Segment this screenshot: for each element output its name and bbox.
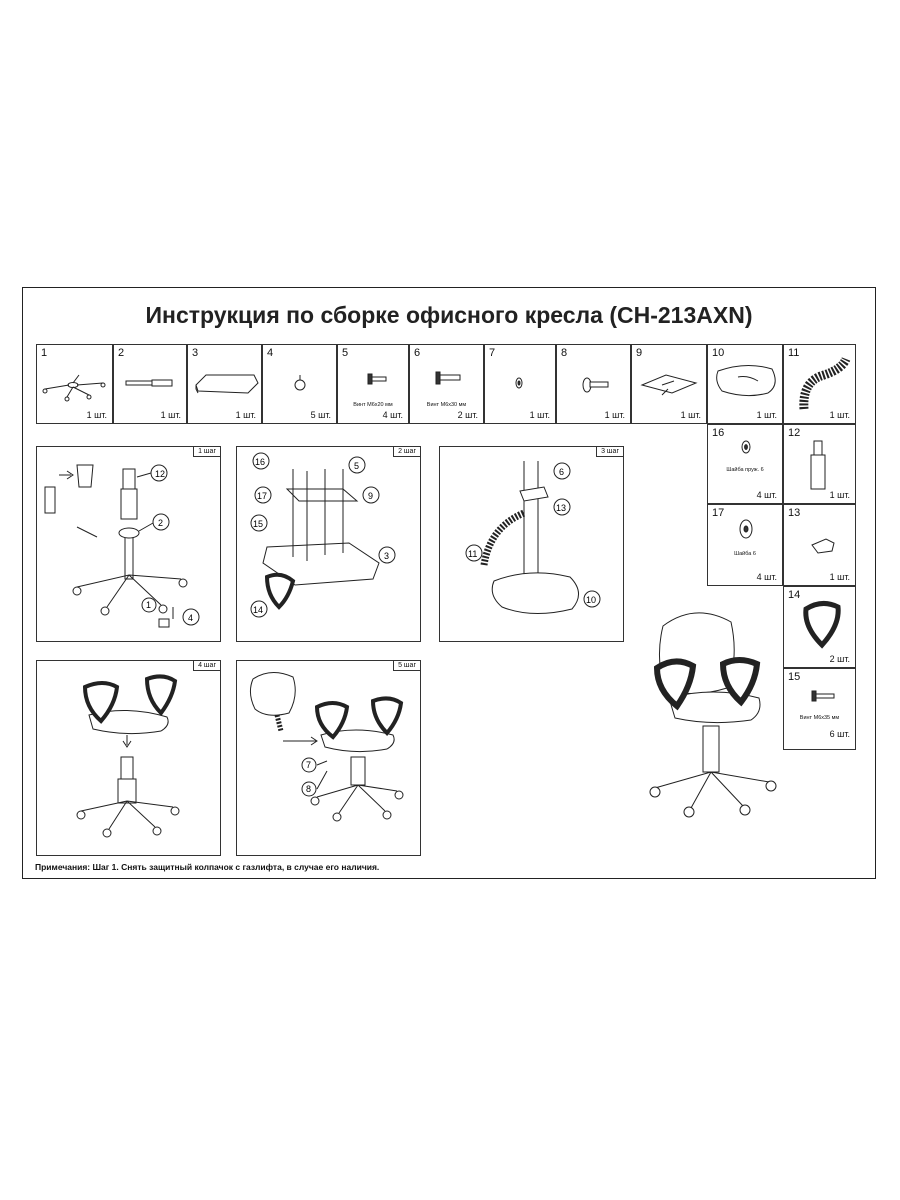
part-qty: 2 шт. [829, 654, 850, 664]
part-cell-11 [783, 344, 856, 424]
callout-4: 4 [188, 613, 194, 623]
part-cell-7 [484, 344, 556, 424]
part-qty: 1 шт. [756, 410, 777, 420]
part-cell-12 [783, 424, 856, 504]
part-qty: 6 шт. [829, 729, 850, 739]
part-cell-13 [783, 504, 856, 586]
part-number: 11 [788, 347, 800, 359]
part-number: 8 [561, 347, 568, 359]
callout-2: 2 [158, 518, 164, 528]
part-number: 6 [414, 347, 421, 359]
part-number: 16 [712, 427, 725, 439]
step-2-panel [236, 446, 421, 642]
part-number: 4 [267, 347, 274, 359]
part-number: 7 [489, 347, 496, 359]
callout-15: 15 [253, 519, 264, 529]
part-caption: Винт М6х30 мм [426, 402, 467, 408]
step-tag: 2 шаг [393, 447, 420, 457]
part-qty: 1 шт. [160, 410, 181, 420]
callout-14: 14 [253, 605, 264, 615]
part-qty: 4 шт. [756, 572, 777, 582]
part-number: 12 [788, 427, 801, 439]
part-number: 9 [636, 347, 643, 359]
assembled-chair-illustration [635, 598, 785, 838]
step-tag: 1 шаг [193, 447, 220, 457]
part-qty: 1 шт. [604, 410, 625, 420]
step-1-illustration [37, 447, 222, 643]
step-5-illustration [237, 661, 422, 857]
callout-11: 11 [468, 549, 478, 559]
step-2-illustration [237, 447, 422, 643]
callout-17: 17 [257, 491, 268, 501]
callout-9: 9 [368, 491, 374, 501]
callout-8: 8 [306, 784, 312, 794]
callout-10: 10 [586, 595, 597, 605]
step-3-illustration [440, 447, 625, 643]
part-qty: 1 шт. [86, 410, 107, 420]
callout-3: 3 [384, 551, 390, 561]
callout-1: 1 [146, 600, 152, 610]
assembly-sheet [22, 287, 876, 879]
callout-13: 13 [556, 503, 567, 513]
step-3-panel [439, 446, 624, 642]
part-number: 1 [41, 347, 48, 359]
part-cell-10 [707, 344, 783, 424]
step-4-illustration [37, 661, 222, 857]
part-qty: 1 шт. [829, 410, 850, 420]
part-cell-6 [409, 344, 484, 424]
part-qty: 1 шт. [529, 410, 550, 420]
part-qty: 4 шт. [382, 410, 403, 420]
part-number: 2 [118, 347, 125, 359]
part-qty: 1 шт. [680, 410, 701, 420]
part-number: 3 [192, 347, 199, 359]
step-5-panel [236, 660, 421, 856]
part-number: 10 [712, 347, 725, 359]
part-cell-9 [631, 344, 707, 424]
part-caption: Винт М6х35 мм [799, 715, 840, 721]
part-cell-4 [262, 344, 337, 424]
step-tag: 3 шаг [596, 447, 623, 457]
part-qty: 1 шт. [829, 490, 850, 500]
callout-6: 6 [559, 467, 565, 477]
part-number: 15 [788, 671, 801, 683]
part-caption: Шайба 6 [734, 551, 756, 557]
part-cell-8 [556, 344, 631, 424]
page-title: Инструкция по сборке офисного кресла (CH-213AXN) [145, 302, 753, 328]
step-tag: 5 шаг [393, 661, 420, 671]
part-number: 5 [342, 347, 349, 359]
callout-12: 12 [155, 469, 166, 479]
part-cell-5 [337, 344, 409, 424]
part-cell-16 [707, 424, 783, 504]
part-cell-2 [113, 344, 187, 424]
part-cell-1 [36, 344, 113, 424]
part-qty: 4 шт. [756, 490, 777, 500]
part-qty: 1 шт. [829, 572, 850, 582]
part-number: 14 [788, 589, 801, 601]
part-cell-17 [707, 504, 783, 586]
part-number: 17 [712, 507, 725, 519]
step-4-panel [36, 660, 221, 856]
assembly-note: Примечания: Шаг 1. Снять защитный колпачок с газлифта, в случае его наличия. [35, 862, 380, 872]
part-number: 13 [788, 507, 801, 519]
callout-16: 16 [255, 457, 266, 467]
part-cell-15 [783, 668, 856, 750]
step-1-panel [36, 446, 221, 642]
callout-5: 5 [354, 461, 360, 471]
part-qty: 5 шт. [310, 410, 331, 420]
part-qty: 1 шт. [235, 410, 256, 420]
part-qty: 2 шт. [457, 410, 478, 420]
step-tag: 4 шаг [193, 661, 220, 671]
part-cell-3 [187, 344, 262, 424]
part-caption: Винт М6х20 мм [353, 402, 393, 408]
part-cell-14 [783, 586, 856, 668]
callout-7: 7 [306, 760, 312, 770]
part-caption: Шайба пруж. 6 [726, 467, 764, 473]
